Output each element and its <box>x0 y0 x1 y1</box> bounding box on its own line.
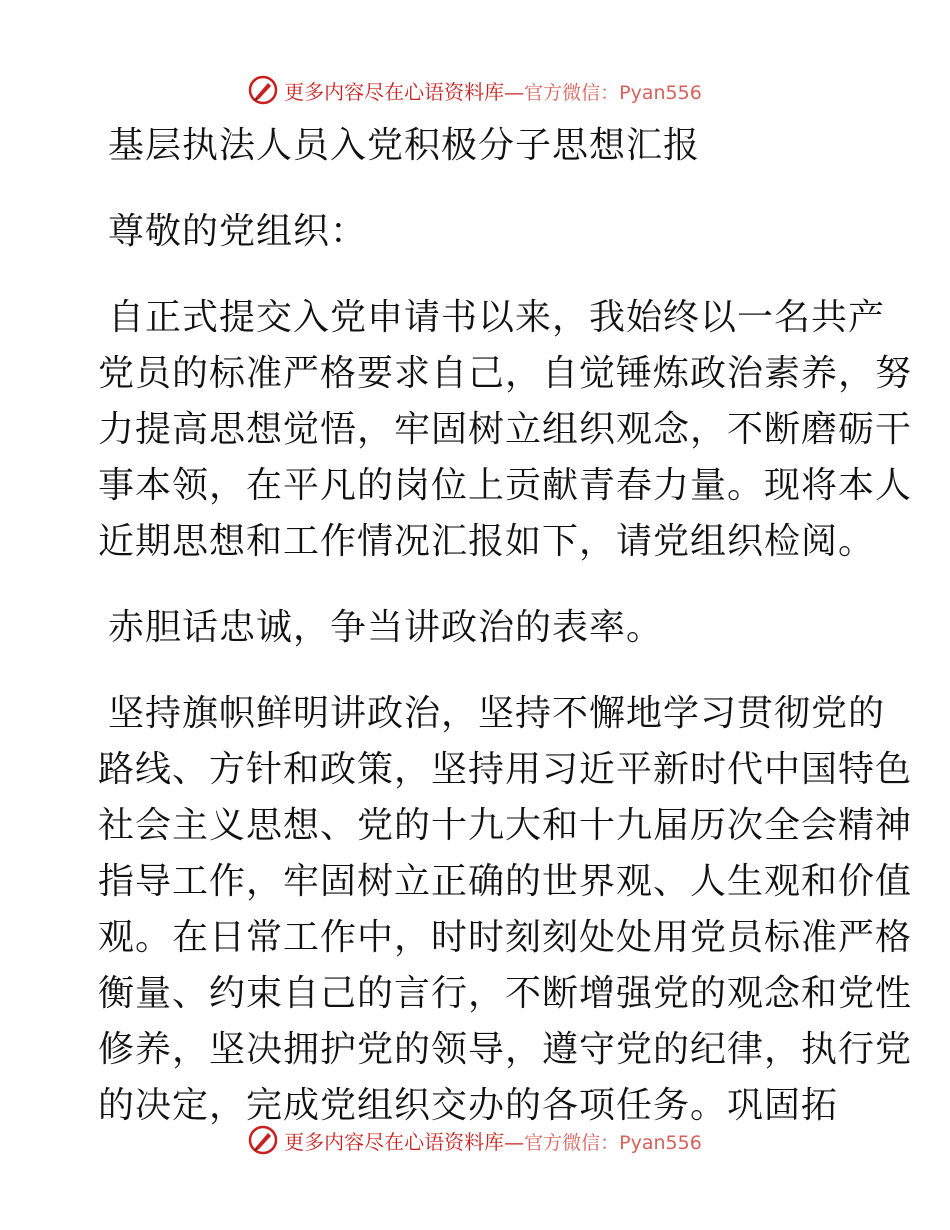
banner-main-text: 更多内容尽在心语资料库 <box>284 79 505 104</box>
section-heading: 赤胆话忠诚，争当讲政治的表率。 <box>108 607 664 648</box>
salutation: 尊敬的党组织： <box>108 211 368 252</box>
banner-dash: — <box>504 1129 525 1154</box>
paragraph-line: 观。在日常工作中，时时刻刻处处用党员标准严格 <box>98 917 913 958</box>
banner-dash: — <box>504 79 525 104</box>
paragraph-line: 自正式提交入党申请书以来，我始终以一名共产 <box>108 297 886 338</box>
banner-text <box>284 76 702 105</box>
paragraph-line: 坚持旗帜鲜明讲政治，坚持不懈地学习贯彻党的 <box>108 693 886 734</box>
paragraph-line: 修养，坚决拥护党的领导，遵守党的纪律，执行党 <box>98 1029 913 1070</box>
banner-main-text: 更多内容尽在心语资料库 <box>284 1129 505 1154</box>
footer-banner <box>0 1120 950 1160</box>
paragraph-1 <box>98 290 913 570</box>
pen-logo-icon <box>248 1125 278 1155</box>
paragraph-2 <box>98 686 913 1134</box>
banner-wechat: 官方微信：Pyan556 <box>524 1131 702 1154</box>
paragraph-line: 指导工作，牢固树立正确的世界观、人生观和价值 <box>98 861 913 902</box>
paragraph-line: 近期思想和工作情况汇报如下，请党组织检阅。 <box>98 521 876 562</box>
paragraph-line: 事本领，在平凡的岗位上贡献青春力量。现将本人 <box>98 465 913 506</box>
paragraph-line: 力提高思想觉悟，牢固树立组织观念，不断磨砺干 <box>98 409 913 450</box>
paragraph-line: 社会主义思想、党的十九大和十九届历次全会精神 <box>98 805 913 846</box>
pen-logo-icon <box>248 75 278 105</box>
header-banner <box>0 70 950 110</box>
paragraph-line: 的决定，完成党组织交办的各项任务。巩固拓 <box>98 1085 839 1126</box>
paragraph-line: 党员的标准严格要求自己，自觉锤炼政治素养，努 <box>98 353 913 394</box>
paragraph-line: 路线、方针和政策，坚持用习近平新时代中国特色 <box>98 749 913 790</box>
document-body <box>98 118 913 1134</box>
paragraph-line: 衡量、约束自己的言行，不断增强党的观念和党性 <box>98 973 913 1014</box>
document-title: 基层执法人员入党积极分子思想汇报 <box>108 125 701 166</box>
banner-wechat: 官方微信：Pyan556 <box>524 81 702 104</box>
banner-text <box>284 1126 702 1155</box>
